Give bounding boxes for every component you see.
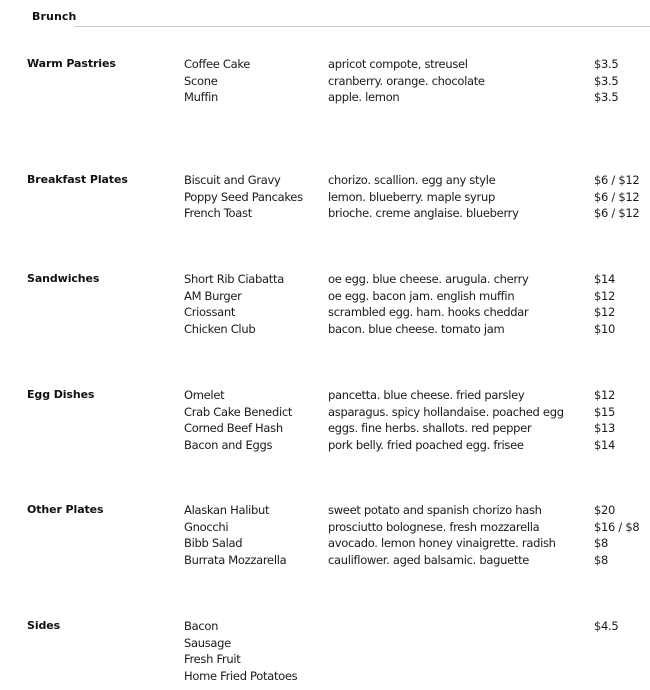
menu-item (0, 519, 650, 536)
menu-item (0, 404, 650, 421)
item-name: Biscuit and Gravy (184, 173, 281, 187)
item-price: $12 (594, 288, 616, 303)
menu-item (0, 437, 650, 454)
item-description: pancetta. blue cheese. fried parsley (328, 388, 525, 402)
item-name: Sausage (184, 635, 231, 650)
item-name: Bibb Salad (184, 536, 243, 550)
menu-title: Brunch (32, 10, 77, 23)
item-description: sweet potato and spanish chorizo hash (328, 503, 542, 517)
header-divider (75, 26, 650, 27)
item-name: French Toast (184, 206, 252, 220)
item-price: $8 (594, 536, 609, 550)
item-name: Corned Beef Hash (184, 421, 283, 435)
item-price: $14 (594, 437, 616, 452)
item-name: Fresh Fruit (184, 652, 241, 666)
menu-item (0, 73, 650, 90)
item-name: Burrata Mozzarella (184, 552, 287, 567)
item-name: Bacon (184, 619, 219, 633)
item-price: $13 (594, 421, 616, 435)
item-price: $12 (594, 305, 616, 319)
item-description: eggs. fine herbs. shallots. red pepper (328, 421, 532, 435)
item-price: $12 (594, 388, 616, 402)
item-name: Coffee Cake (184, 57, 251, 71)
menu-item (0, 288, 650, 305)
section-title: Breakfast Plates (27, 173, 128, 186)
item-name: Bacon and Eggs (184, 437, 273, 452)
item-price: $3.5 (594, 73, 619, 88)
menu-item (0, 321, 650, 338)
item-name: Gnocchi (184, 519, 229, 534)
menu-item (0, 304, 650, 321)
item-name: Short Rib Ciabatta (184, 272, 284, 286)
menu-item (0, 618, 650, 635)
section-title: Sides (27, 619, 61, 632)
item-price: $15 (594, 404, 616, 419)
section-title: Warm Pastries (27, 57, 116, 70)
menu-item (0, 651, 650, 668)
item-description: asparagus. spicy hollandaise. poached egg (328, 404, 564, 419)
item-name: Chicken Club (184, 321, 256, 336)
item-description: cauliflower. aged balsamic. baguette (328, 552, 530, 567)
item-price: $16 / $8 (594, 519, 640, 534)
item-description: apple. lemon (328, 90, 400, 104)
menu-header (32, 10, 650, 30)
menu-item (0, 420, 650, 437)
item-name: Omelet (184, 388, 225, 402)
item-description: apricot compote, streusel (328, 57, 468, 71)
item-description: avocado. lemon honey vinaigrette. radish (328, 536, 556, 550)
item-price: $14 (594, 272, 616, 286)
menu-item (0, 189, 650, 206)
item-name: Muffin (184, 90, 218, 104)
menu-item (0, 387, 650, 404)
section-title: Sandwiches (27, 272, 100, 285)
item-name: Crab Cake Benedict (184, 404, 293, 419)
item-price: $10 (594, 321, 616, 336)
menu-item (0, 89, 650, 106)
item-description: lemon. blueberry. maple syrup (328, 189, 495, 204)
item-price: $6 / $12 (594, 206, 640, 220)
item-price: $20 (594, 503, 616, 517)
menu-item (0, 205, 650, 222)
menu-item (0, 535, 650, 552)
item-price: $3.5 (594, 90, 619, 104)
item-name: Criossant (184, 305, 236, 319)
item-description: chorizo. scallion. egg any style (328, 173, 496, 187)
menu-item (0, 635, 650, 652)
menu-item (0, 56, 650, 73)
item-price: $3.5 (594, 57, 619, 71)
item-name: Scone (184, 73, 218, 88)
section-title: Other Plates (27, 503, 104, 516)
menu-item (0, 502, 650, 519)
item-description: bacon. blue cheese. tomato jam (328, 321, 505, 336)
menu-item (0, 668, 650, 685)
item-price: $6 / $12 (594, 189, 640, 204)
menu-item (0, 271, 650, 288)
item-description: oe egg. blue cheese. arugula. cherry (328, 272, 529, 286)
section-title: Egg Dishes (27, 388, 95, 401)
item-price: $4.5 (594, 619, 619, 633)
item-description: oe egg. bacon jam. english muffin (328, 288, 515, 303)
item-name: Alaskan Halibut (184, 503, 270, 517)
item-description: brioche. creme anglaise. blueberry (328, 206, 519, 220)
item-description: prosciutto bolognese. fresh mozzarella (328, 519, 540, 534)
menu-item (0, 172, 650, 189)
item-name: Home Fried Potatoes (184, 668, 298, 683)
item-description: cranberry. orange. chocolate (328, 73, 485, 88)
item-price: $8 (594, 552, 609, 567)
item-name: Poppy Seed Pancakes (184, 189, 303, 204)
item-description: pork belly. fried poached egg. frisee (328, 437, 524, 452)
item-price: $6 / $12 (594, 173, 640, 187)
item-name: AM Burger (184, 288, 242, 303)
item-description: scrambled egg. ham. hooks cheddar (328, 305, 529, 319)
menu-item (0, 552, 650, 569)
